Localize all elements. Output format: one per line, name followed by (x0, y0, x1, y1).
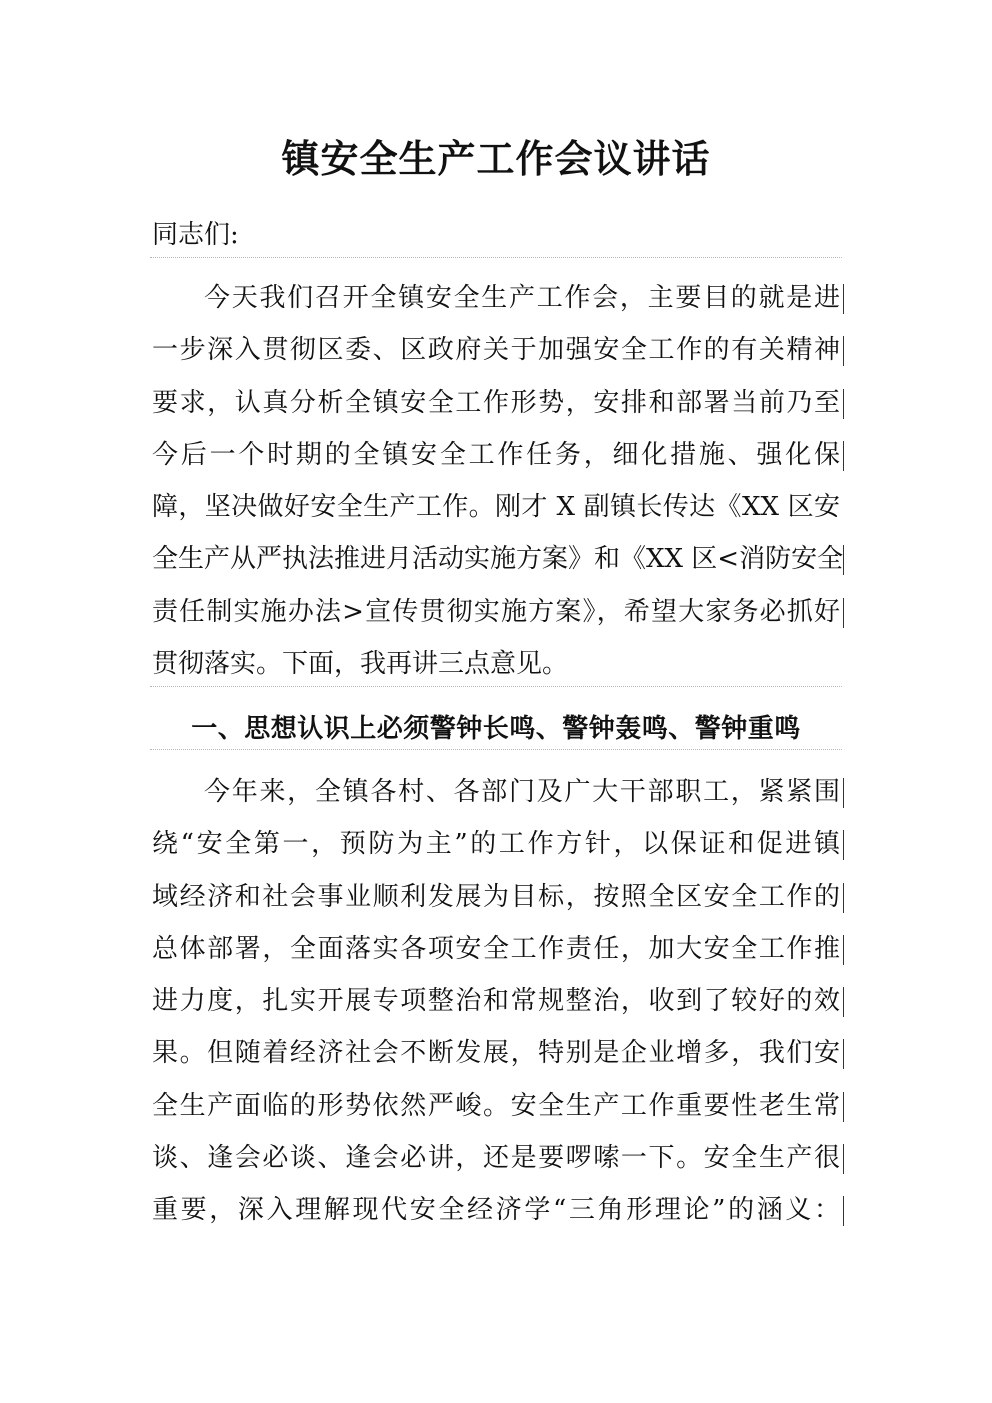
text-line: 绕“安全第一，预防为主”的工作方针，以保证和促进镇 (152, 818, 840, 870)
section-heading: 一、思想认识上必须警钟长鸣、警钟轰鸣、警钟重鸣 (191, 714, 801, 744)
text-line: 域经济和社会事业顺利发展为目标，按照全区安全工作的 (152, 871, 840, 923)
text-line: 总体部署，全面落实各项安全工作责任，加大安全工作推 (152, 923, 840, 975)
text-line: 一步深入贯彻区委、区政府关于加强安全工作的有关精神 (152, 324, 840, 376)
text-line: 果。但随着经济社会不断发展，特别是企业增多，我们安 (152, 1027, 840, 1079)
paragraph-intro (152, 272, 844, 690)
text-line: 贯彻落实。下面，我再讲三点意见。 (152, 649, 569, 680)
text-line: 重要，深入理解现代安全经济学“三角形理论”的涵义： (152, 1184, 840, 1236)
text-line: 今后一个时期的全镇安全工作任务，细化措施、强化保 (152, 429, 840, 481)
text-line: 今天我们召开全镇安全生产工作会，主要目的就是进 (152, 272, 840, 324)
text-line: 全生产从严执法推进月活动实施方案》和《XX 区<消防安全 (152, 544, 844, 575)
text-line: 全生产面临的形势依然严峻。安全生产工作重要性老生常 (152, 1080, 840, 1132)
text-line: 今年来，全镇各村、各部门及广大干部职工，紧紧围 (152, 766, 840, 818)
text-line: 要求，认真分析全镇安全工作形势，安排和部署当前乃至 (152, 377, 840, 429)
text-line: 谈、逢会必谈、逢会必讲，还是要啰嗦一下。安全生产很 (152, 1132, 840, 1184)
paragraph-body (152, 766, 840, 1237)
divider (150, 257, 842, 258)
divider (150, 686, 842, 687)
text-line: 责任制实施办法>宣传贯彻实施方案》，希望大家务必抓好 (152, 586, 840, 638)
document-title: 镇安全生产工作会议讲话 (281, 136, 711, 181)
divider (150, 749, 842, 750)
text-line: 进力度，扎实开展专项整治和常规整治，收到了较好的效 (152, 975, 840, 1027)
salutation: 同志们: (152, 220, 239, 250)
text-line: 障，坚决做好安全生产工作。刚才 X 副镇长传达《XX 区安 (152, 492, 840, 523)
